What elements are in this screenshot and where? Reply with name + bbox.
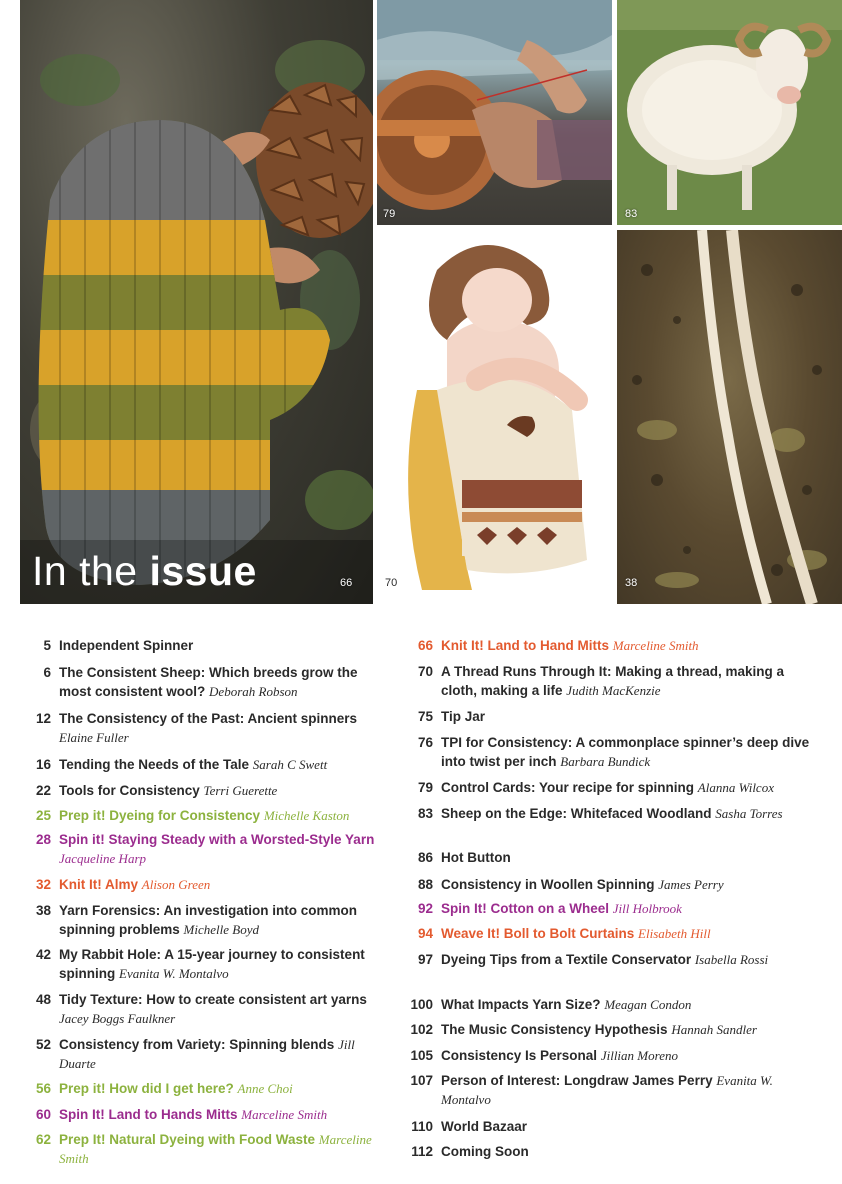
toc-page-number: 48	[35, 992, 51, 1007]
toc-entry	[402, 636, 699, 655]
toc-page-number: 52	[35, 1037, 51, 1052]
toc-title: Tidy Texture: How to create consistent art yarns	[59, 992, 367, 1007]
spinning-wheel-hands-photo	[377, 0, 612, 225]
toc-author: Sarah C Swett	[252, 757, 328, 772]
toc-entry-text	[441, 848, 511, 867]
whitefaced-sheep-photo	[617, 0, 842, 225]
toc-entry	[20, 875, 210, 894]
title-prefix: In the	[32, 548, 150, 594]
toc-entry	[20, 636, 193, 655]
toc-author: Deborah Robson	[209, 684, 298, 699]
toc-entry-text	[59, 806, 349, 825]
toc-author: Michelle Boyd	[183, 922, 259, 937]
toc-title: Control Cards: Your recipe for spinning	[441, 780, 695, 795]
toc-entry	[20, 945, 380, 983]
toc-page-number: 86	[417, 850, 433, 865]
toc-page-number: 102	[410, 1022, 433, 1037]
toc-author: Michelle Kaston	[263, 808, 350, 823]
toc-entry-text	[59, 781, 277, 800]
toc-author: James Perry	[658, 877, 724, 892]
toc-author: Isabella Rossi	[694, 952, 769, 967]
toc-title: Prep It! Natural Dyeing with Food Waste	[59, 1132, 316, 1147]
toc-entry-text	[441, 924, 711, 943]
toc-page-number: 97	[417, 952, 433, 967]
toc-entry-text	[59, 945, 380, 983]
toc-author: Marceline Smith	[612, 638, 699, 653]
toc-author: Terri Guerette	[203, 783, 278, 798]
toc-page-number: 6	[43, 665, 51, 680]
toc-page-number: 22	[35, 783, 51, 798]
toc-entry-text	[441, 1117, 527, 1136]
toc-page-number: 32	[35, 877, 51, 892]
toc-author: Sasha Torres	[715, 806, 783, 821]
toc-entry-text	[441, 899, 682, 918]
sheep-page-number: 83	[625, 208, 638, 220]
toc-author: Evanita W. Montalvo	[119, 966, 229, 981]
toc-entry-text	[441, 875, 724, 894]
toc-page-number: 56	[35, 1081, 51, 1096]
toc-entry-text	[59, 990, 380, 1028]
toc-title: Spin It! Cotton on a Wheel	[441, 901, 609, 916]
toc-entry-text	[441, 950, 768, 969]
toc-title: My Rabbit Hole: A 15-year journey to consistent spinning	[59, 947, 365, 981]
toc-author: Anne Choi	[237, 1081, 293, 1096]
toc-author: Evanita W. Montalvo	[441, 1073, 773, 1107]
toc-page-number: 70	[417, 664, 433, 679]
toc-page-number: 94	[417, 926, 433, 941]
toc-entry-text	[441, 995, 691, 1014]
toc-entry	[20, 1130, 380, 1168]
toc-page-number: 83	[417, 806, 433, 821]
toc-author: Barbara Bundick	[560, 754, 651, 769]
toc-title: Coming Soon	[441, 1144, 529, 1159]
toc-author: Elisabeth Hill	[638, 926, 711, 941]
girl-hugging-cloth-illustration	[377, 230, 612, 604]
yarn-on-rock-photo	[617, 230, 842, 604]
toc-entry	[402, 924, 711, 943]
toc-entry	[20, 1079, 293, 1098]
sheep-photo	[617, 0, 842, 225]
yarn-page-number: 38	[625, 577, 638, 589]
toc-page-number: 105	[410, 1048, 433, 1063]
mitt-photo	[20, 0, 373, 604]
toc-page-number: 42	[35, 947, 51, 962]
toc-page-number: 38	[35, 903, 51, 918]
toc-entry-text	[59, 755, 327, 774]
toc-entry	[402, 1117, 527, 1136]
toc-page-number: 25	[35, 808, 51, 823]
toc-title: Prep it! How did I get here?	[59, 1081, 234, 1096]
toc-entry	[20, 709, 380, 747]
toc-entry-text	[59, 830, 380, 868]
wheel-page-number: 79	[383, 208, 396, 220]
toc-entry-text	[441, 733, 822, 771]
toc-entry-text	[59, 709, 380, 747]
toc-author: Jill Duarte	[59, 1037, 355, 1071]
toc-page-number: 5	[43, 638, 51, 653]
toc-title: The Music Consistency Hypothesis	[441, 1022, 668, 1037]
toc-entry	[20, 1105, 327, 1124]
toc-author: Alanna Wilcox	[697, 780, 774, 795]
toc-title: Consistency Is Personal	[441, 1048, 598, 1063]
toc-entry	[402, 899, 682, 918]
toc-entry-text	[441, 1046, 678, 1065]
illustration	[377, 230, 612, 604]
toc-title: The Consistent Sheep: Which breeds grow the most consistent wool?	[59, 665, 358, 699]
toc-author: Hannah Sandler	[671, 1022, 757, 1037]
toc-page-number: 88	[417, 877, 433, 892]
toc-title: Prep it! Dyeing for Consistency	[59, 808, 261, 823]
title-bold: issue	[149, 548, 257, 594]
toc-page-number: 76	[417, 735, 433, 750]
toc-entry	[20, 663, 380, 701]
toc-title: Yarn Forensics: An investigation into common spinning problems	[59, 903, 358, 937]
toc-title: Tending the Needs of the Tale	[59, 757, 250, 772]
page-title	[32, 548, 257, 595]
toc-title: Spin It! Land to Hands Mitts	[59, 1107, 238, 1122]
toc-entry	[402, 1020, 757, 1039]
toc-entry-text	[59, 663, 380, 701]
toc-entry-text	[441, 636, 699, 655]
toc-entry	[20, 1035, 380, 1073]
toc-title: TPI for Consistency: A commonplace spinner’s deep dive into twist per inch	[441, 735, 810, 769]
toc-page-number: 100	[410, 997, 433, 1012]
toc-entry-text	[441, 1071, 822, 1109]
toc-entry	[402, 1046, 678, 1065]
mitt-page-number: 66	[340, 577, 353, 589]
toc-entry-text	[59, 901, 380, 939]
toc-entry-text	[59, 1079, 293, 1098]
illustration-page-number: 70	[385, 577, 398, 589]
toc-page-number: 75	[417, 709, 433, 724]
toc-title: Sheep on the Edge: Whitefaced Woodland	[441, 806, 712, 821]
toc-page-number: 92	[417, 901, 433, 916]
toc-entry	[402, 662, 822, 700]
toc-entry	[20, 806, 349, 825]
toc-entry-text	[59, 1035, 380, 1073]
toc-author: Elaine Fuller	[59, 730, 129, 745]
toc-entry-text	[441, 662, 822, 700]
toc-entry	[20, 781, 277, 800]
toc-title: Tools for Consistency	[59, 783, 200, 798]
toc-entry	[402, 707, 485, 726]
toc-entry-text	[441, 1142, 529, 1161]
toc-entry	[20, 830, 380, 868]
toc-title: Knit It! Land to Hand Mitts	[441, 638, 609, 653]
toc-title: Weave It! Boll to Bolt Curtains	[441, 926, 635, 941]
toc-page-number: 62	[35, 1132, 51, 1147]
toc-author: Marceline Smith	[59, 1132, 372, 1166]
toc-author: Alison Green	[141, 877, 211, 892]
toc-title: Independent Spinner	[59, 638, 194, 653]
toc-author: Judith MacKenzie	[566, 683, 661, 698]
toc-title: Knit It! Almy	[59, 877, 138, 892]
toc-author: Jacqueline Harp	[59, 851, 147, 866]
toc-entry	[20, 990, 380, 1028]
toc-entry	[402, 995, 691, 1014]
toc-entry-text	[441, 1020, 757, 1039]
toc-page-number: 28	[35, 832, 51, 847]
toc-entry	[402, 1071, 822, 1109]
toc-title: World Bazaar	[441, 1119, 528, 1134]
toc-author: Meagan Condon	[604, 997, 692, 1012]
toc-entry-text	[59, 636, 193, 655]
toc-entry-text	[441, 778, 774, 797]
toc-title: Person of Interest: Longdraw James Perry	[441, 1073, 713, 1088]
toc-page-number: 16	[35, 757, 51, 772]
toc-author: Jacey Boggs Faulkner	[59, 1011, 176, 1026]
toc-entry-text	[59, 1105, 327, 1124]
toc-title: Hot Button	[441, 850, 511, 865]
toc-entry-text	[441, 707, 485, 726]
toc-page-number: 79	[417, 780, 433, 795]
toc-title: Spin it! Staying Steady with a Worsted-Style Yarn	[59, 832, 375, 847]
toc-title: Dyeing Tips from a Textile Conservator	[441, 952, 692, 967]
toc-entry	[402, 1142, 529, 1161]
wheel-photo	[377, 0, 612, 225]
toc-page-number: 107	[410, 1073, 433, 1088]
toc-page-number: 60	[35, 1107, 51, 1122]
toc-entry	[20, 901, 380, 939]
toc-author: Marceline Smith	[241, 1107, 328, 1122]
toc-entry	[402, 804, 783, 823]
toc-page-number: 110	[411, 1119, 433, 1134]
toc-page-number: 112	[411, 1144, 433, 1159]
toc-entry-text	[441, 804, 783, 823]
toc-entry	[402, 733, 822, 771]
toc-title: The Consistency of the Past: Ancient spinners	[59, 711, 358, 726]
toc-author: Jillian Moreno	[600, 1048, 678, 1063]
toc-page-number: 66	[417, 638, 433, 653]
toc-entry	[402, 875, 724, 894]
toc-title: A Thread Runs Through It: Making a thread, making a cloth, making a life	[441, 664, 785, 698]
toc-title: Tip Jar	[441, 709, 486, 724]
toc-title: What Impacts Yarn Size?	[441, 997, 601, 1012]
toc-entry	[20, 755, 327, 774]
toc-title: Consistency in Woollen Spinning	[441, 877, 655, 892]
knitted-mitt-pinecone-photo	[20, 0, 373, 604]
toc-entry	[402, 950, 768, 969]
toc-entry-text	[59, 875, 210, 894]
yarn-photo	[617, 230, 842, 604]
toc-page-number: 12	[35, 711, 51, 726]
toc-entry-text	[59, 1130, 380, 1168]
toc-title: Consistency from Variety: Spinning blends	[59, 1037, 335, 1052]
toc-author: Jill Holbrook	[612, 901, 682, 916]
toc-entry	[402, 848, 511, 867]
toc-entry	[402, 778, 774, 797]
